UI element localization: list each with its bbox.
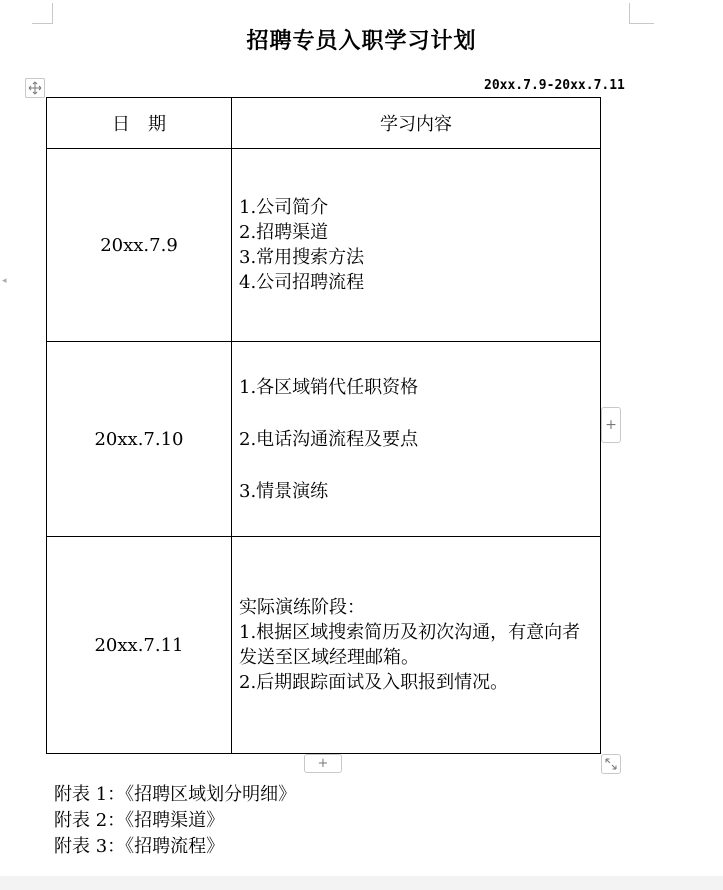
table-row bbox=[47, 537, 601, 754]
table-row bbox=[47, 342, 601, 537]
study-plan-table bbox=[46, 97, 601, 754]
document-title: 招聘专员入职学习计划 bbox=[246, 28, 477, 54]
add-row-button[interactable]: + bbox=[304, 754, 342, 773]
move-icon[interactable] bbox=[25, 78, 45, 98]
appendix-item: 附表 1：《招聘区域划分明细》 bbox=[54, 784, 297, 805]
appendix-list bbox=[54, 782, 296, 860]
add-column-button[interactable]: + bbox=[601, 407, 621, 443]
content-line bbox=[239, 400, 594, 427]
content-line: 2.招聘渠道 bbox=[239, 222, 329, 243]
date-range: 20xx.7.9-20xx.7.11 bbox=[484, 78, 625, 93]
content-line: 3.情景演练 bbox=[239, 480, 329, 502]
status-strip bbox=[0, 876, 723, 890]
appendix-item: 附表 2：《招聘渠道》 bbox=[54, 810, 225, 831]
table-row bbox=[47, 149, 601, 342]
content-cell bbox=[232, 342, 601, 537]
appendix-item: 附表 3：《招聘流程》 bbox=[54, 836, 225, 857]
ruler-marker-icon: ◂ bbox=[2, 276, 7, 286]
content-cell bbox=[232, 149, 601, 342]
page-corner-mark bbox=[629, 3, 654, 24]
content-line: 2.电话沟通流程及要点 bbox=[239, 428, 419, 450]
content-line: 2.后期跟踪面试及入职报到情况。 bbox=[239, 672, 509, 693]
content-line: 3.常用搜索方法 bbox=[239, 247, 365, 268]
date-cell: 20xx.7.11 bbox=[47, 537, 232, 754]
table-header-row bbox=[47, 98, 601, 149]
header-date: 日 期 bbox=[47, 98, 232, 149]
content-line: 4.公司招聘流程 bbox=[239, 272, 365, 293]
resize-arrows-icon bbox=[605, 758, 617, 770]
content-cell bbox=[232, 537, 601, 754]
content-line: 1.公司简介 bbox=[239, 197, 329, 218]
date-cell: 20xx.7.9 bbox=[47, 149, 232, 342]
content-line: 1.根据区域搜索简历及初次沟通，有意向者发送至区域经理邮箱。 bbox=[239, 622, 581, 668]
date-cell: 20xx.7.10 bbox=[47, 342, 232, 537]
move-arrows-icon bbox=[28, 81, 42, 95]
resize-icon[interactable] bbox=[601, 754, 621, 774]
header-content: 学习内容 bbox=[232, 98, 601, 149]
content-line: 实际演练阶段： bbox=[239, 597, 365, 618]
content-line bbox=[239, 452, 594, 479]
page-corner-mark bbox=[32, 3, 53, 24]
content-line: 1.各区域销代任职资格 bbox=[239, 376, 419, 398]
